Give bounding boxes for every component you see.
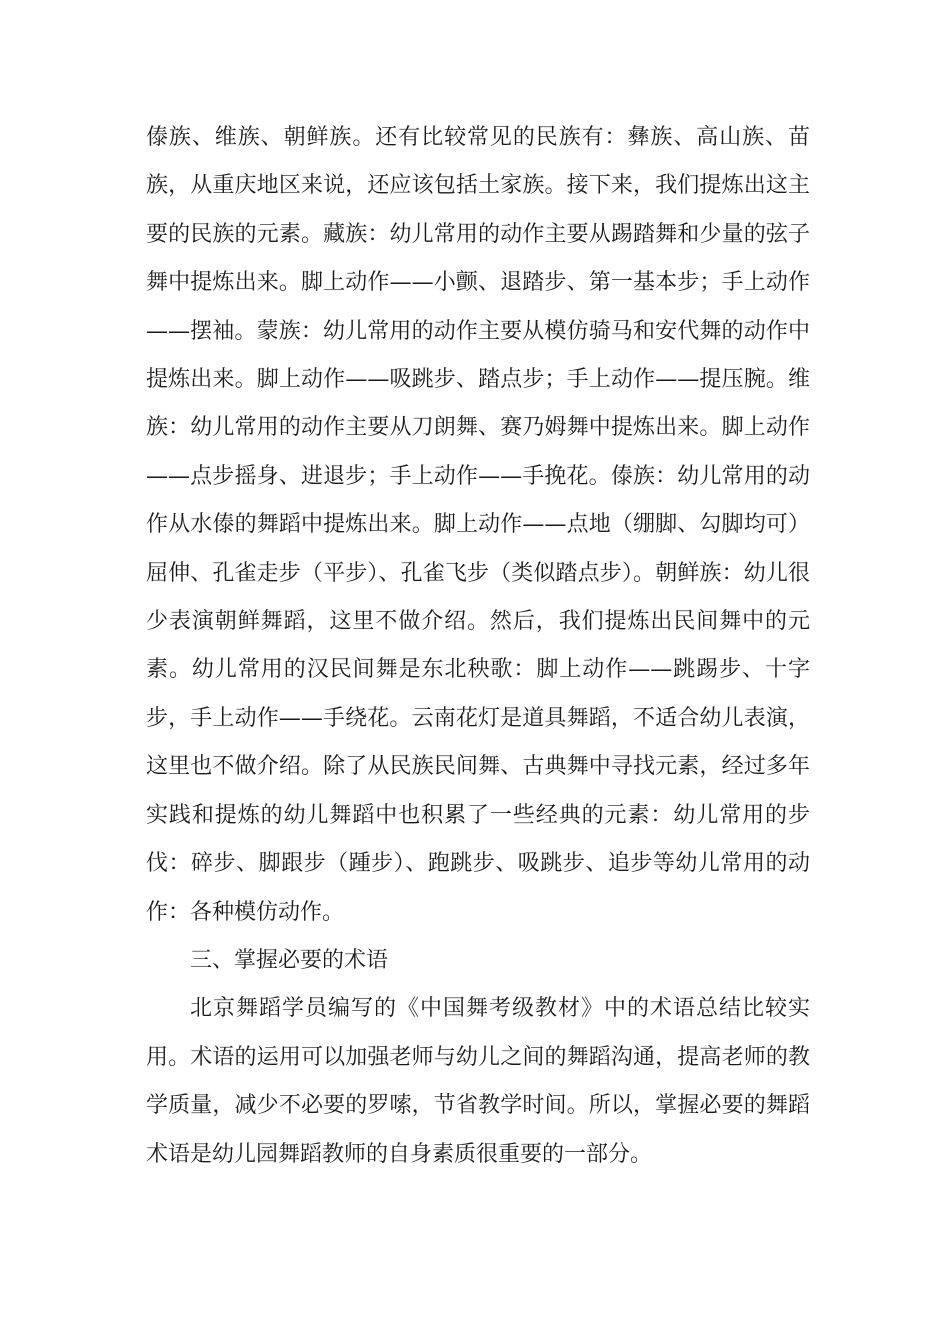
body-paragraph-terminology: 北京舞蹈学员编写的《中国舞考级教材》中的术语总结比较实用。术语的运用可以加强老师与幼儿之间的舞蹈沟通，提高老师的教学质量，减少不必要的罗嗦，节省教学时间。所以，掌握必要的舞蹈术语是幼儿园舞蹈教师的自身素质很重要的一部分。	[146, 996, 810, 1167]
section-heading-terminology: 三、掌握必要的术语	[190, 947, 389, 973]
document-body	[146, 114, 810, 1179]
body-paragraph-ethnic-elements: 傣族、维族、朝鲜族。还有比较常见的民族有：彝族、高山族、苗族，从重庆地区来说，还应该包括土家族。接下来，我们提炼出这主要的民族的元素。藏族：幼儿常用的动作主要从踢踏舞和少量的弦子舞中提炼出来。脚上动作——小颤、退踏步、第一基本步；手上动作——摆袖。蒙族：幼儿常用的动作主要从模仿骑马和安代舞的动作中提炼出来。脚上动作——吸跳步、踏点步；手上动作——提压腕。维族：幼儿常用的动作主要从刀朗舞、赛乃姆舞中提炼出来。脚上动作——点步摇身、进退步；手上动作——手挽花。傣族：幼儿常用的动作从水傣的舞蹈中提炼出来。脚上动作——点地（绷脚、勾脚均可）屈伸、孔雀走步（平步）、孔雀飞步（类似踏点步）。朝鲜族：幼儿很少表演朝鲜舞蹈，这里不做介绍。然后，我们提炼出民间舞中的元素。幼儿常用的汉民间舞是东北秧歌：脚上动作——跳踢步、十字步，手上动作——手绕花。云南花灯是道具舞蹈，不适合幼儿表演，这里也不做介绍。除了从民族民间舞、古典舞中寻找元素，经过多年实践和提炼的幼儿舞蹈中也积累了一些经典的元素：幼儿常用的步伐：碎步、脚跟步（踵步）、跑跳步、吸跳步、追步等幼儿常用的动作：各种模仿动作。	[146, 125, 810, 925]
